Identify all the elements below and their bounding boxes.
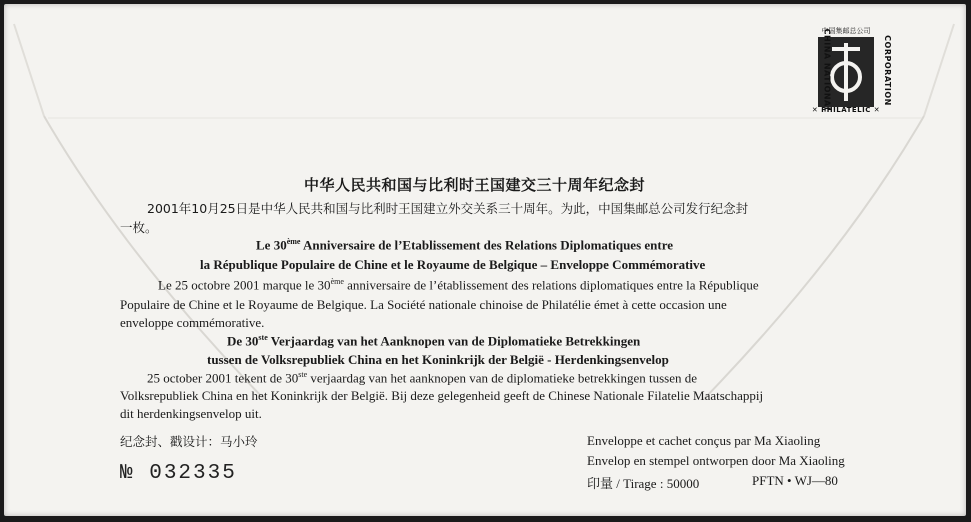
envelope-back: [4, 4, 966, 516]
fr-heading-line-1: Le 30ème Anniversaire de l’Etablissement des Relations Diplomatiques entre: [256, 237, 674, 253]
logo-bottom-text: ✕ PHILATELIC ✕: [811, 106, 881, 114]
logo-right-text: CORPORATION: [882, 35, 892, 106]
credit-nl: Envelop en stempel ontworpen door Ma Xiaoling: [587, 453, 845, 468]
cn-body-line-1: 2001年10月25日是中华人民共和国与比利时王国建立外交关系三十周年。为此，中国集邮总公司发行纪念封: [147, 201, 749, 216]
fr-body-line-1: Le 25 octobre 2001 marque le 30ème anniversaire de l’établissement des relations diplomatiques entre la République: [158, 277, 759, 293]
nl-body-line-1: 25 october 2001 tekent de 30ste verjaardag van het aanknopen van de diplomatieke betrekkingen tussen de: [147, 370, 698, 386]
nl-body-line-2: Volksrepubliek China en het Koninkrijk der België. Bij deze gelegenheid geeft de Chinese Nationale Filatelie Maatschappij: [120, 388, 764, 403]
fr-body-line-3: enveloppe commémorative.: [120, 315, 265, 330]
serial-number: № 032335: [120, 462, 237, 485]
cn-body-line-2: 一枚。: [120, 220, 158, 235]
tirage: 印量 / Tirage : 50000: [587, 476, 700, 491]
fr-heading-line-2: la République Populaire de Chine et le Royaume de Belgique – Enveloppe Commémorative: [200, 257, 706, 272]
philatelic-logo: [810, 26, 892, 116]
logo-cn-text: 中国集邮总公司: [821, 27, 871, 35]
series-code: PFTN • WJ—80: [752, 473, 838, 488]
credit-fr: Enveloppe et cachet conçus par Ma Xiaoling: [587, 433, 821, 448]
nl-heading-line-2: tussen de Volksrepubliek China en het Koninkrijk der België - Herdenkingsenvelop: [207, 352, 669, 367]
designer-cn: 纪念封、戳设计：马小玲: [120, 434, 258, 449]
fr-body-line-2: Populaire de Chine et le Royaume de Belgique. La Société nationale chinoise de Philatélie émet à cette occasion une: [120, 297, 727, 312]
nl-body-line-3: dit herdenkingsenvelop uit.: [120, 406, 262, 421]
cn-title: 中华人民共和国与比利时王国建交三十周年纪念封: [304, 176, 646, 194]
logo-left-text: CHINA NATIONAL: [822, 28, 832, 113]
nl-heading-line-1: De 30ste Verjaardag van het Aanknopen van de Diplomatieke Betrekkingen: [227, 333, 641, 349]
